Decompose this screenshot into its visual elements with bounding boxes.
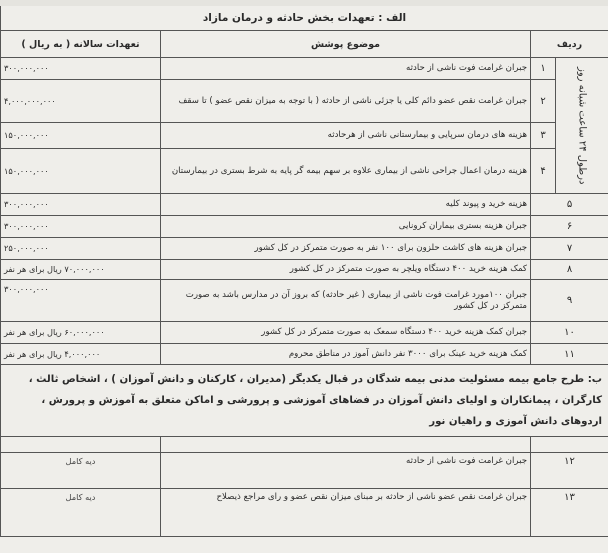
row-coverage: جبران غرامت نقص عضو ناشی از حادثه بر مبنای میزان نقص عضو و رای مراجع ذیصلاح — [161, 489, 531, 537]
row-number: ۱۰ — [531, 322, 608, 344]
table-row — [1, 149, 608, 194]
row-number: ۷ — [531, 238, 608, 260]
table-row — [1, 260, 608, 280]
table-row — [1, 80, 608, 123]
row-amount: ۴,۰۰۰,۰۰۰,۰۰۰ — [1, 80, 161, 123]
row-amount: ۴,۰۰۰,۰۰۰ ریال برای هر نفر — [1, 344, 161, 365]
row-number: ۹ — [531, 280, 608, 322]
row-number: ۸ — [531, 260, 608, 280]
row-amount: ۱۵۰,۰۰۰,۰۰۰ — [1, 123, 161, 149]
section-a-title-row — [1, 6, 608, 31]
row-number: ۴ — [531, 149, 556, 194]
spacer-row — [1, 437, 608, 453]
row-amount: ۷۰,۰۰۰,۰۰۰ ریال برای هر نفر — [1, 260, 161, 280]
row-coverage: هزینه های درمان سرپایی و بیمارستانی ناشی از هرحادثه — [161, 123, 531, 149]
row-coverage: جبران غرامت فوت ناشی از حادثه — [161, 58, 531, 80]
table-row — [1, 238, 608, 260]
coverage-table — [0, 6, 608, 537]
table-row — [1, 453, 608, 489]
row-number: ۱۳ — [531, 489, 608, 537]
row-number: ۳ — [531, 123, 556, 149]
row-number: ۵ — [531, 194, 608, 216]
row-number: ۱۲ — [531, 453, 608, 489]
header-coverage: موضوع پوشش — [161, 31, 531, 58]
row-amount: ۶۰,۰۰۰,۰۰۰ ریال برای هر نفر — [1, 322, 161, 344]
row-coverage: کمک هزینه خرید عینک برای ۳۰۰۰ نفر دانش آموز در مناطق محروم — [161, 344, 531, 365]
row-coverage: جبران کمک هزینه خرید ۴۰۰ دستگاه سمعک به صورت متمرکز در کل کشور — [161, 322, 531, 344]
row-coverage: جبران غرامت نقص عضو دائم کلی یا جزئی ناشی از حادثه ( با توجه به میزان نقص عضو ) تا سقف — [161, 80, 531, 123]
row-coverage: جبران غرامت فوت ناشی از حادثه — [161, 453, 531, 489]
row-amount: دیه کامل — [1, 453, 161, 489]
table-row — [1, 489, 608, 537]
row-number: ۱۱ — [531, 344, 608, 365]
table-row — [1, 322, 608, 344]
header-annual: تعهدات سالانه ( به ریال ) — [1, 31, 161, 58]
row-coverage: جبران هزینه بستری بیماران کرونایی — [161, 216, 531, 238]
header-row-label: ردیف — [531, 31, 608, 58]
row-amount: ۲۵۰,۰۰۰,۰۰۰ — [1, 238, 161, 260]
table-row — [1, 194, 608, 216]
section-b-row — [1, 365, 608, 437]
row-amount: دیه کامل — [1, 489, 161, 537]
table-row — [1, 216, 608, 238]
row-amount: ۳۰۰,۰۰۰,۰۰۰ — [1, 216, 161, 238]
section-b-title: ب: طرح جامع بیمه مسئولیت مدنی بیمه شدگان در قبال یکدیگر (مدیران ، کارکنان و دانش آموزان ) ، اشخاص ثالث ، کارگران ، پیمانکاران و اولیای دانش آموزان در فضاهای آموزشی و پرورشی و اماکن متعلق به آموزش و پرورش ، اردوهای دانش آموزی و راهیان نور — [1, 365, 608, 437]
row-coverage: کمک هزینه خرید ۴۰۰ دستگاه ویلچر به صورت متمرکز در کل کشور — [161, 260, 531, 280]
row-number: ۲ — [531, 80, 556, 123]
row-coverage: جبران ۱۰۰مورد غرامت فوت ناشی از بیماری ( غیر حادثه) که بروز آن در مدارس باشد به صورت متمرکز در کل کشور — [161, 280, 531, 322]
header-row — [1, 31, 608, 58]
section-a-title: الف : تعهدات بخش حادثه و درمان مازاد — [1, 6, 608, 31]
table-row — [1, 123, 608, 149]
row-amount: ۱۵۰,۰۰۰,۰۰۰ — [1, 149, 161, 194]
row-coverage: جبران هزینه های کاشت حلزون برای ۱۰۰ نفر به صورت متمرکز در کل کشور — [161, 238, 531, 260]
row-number: ۱ — [531, 58, 556, 80]
table-row — [1, 344, 608, 365]
row-amount: ۳۰۰,۰۰۰,۰۰۰ — [1, 58, 161, 80]
row-number: ۶ — [531, 216, 608, 238]
group-label: درطول ۲۴ ساعت شبانه روز — [556, 58, 608, 194]
row-amount: ۳۰۰,۰۰۰,۰۰۰ — [1, 194, 161, 216]
table-row — [1, 280, 608, 322]
table-row — [1, 58, 608, 80]
row-amount: ۳۰۰,۰۰۰,۰۰۰ — [1, 280, 161, 322]
row-coverage: هزینه درمان اعمال جراحی ناشی از بیماری علاوه بر سهم بیمه گر پایه به شرط بستری در بیمارستان — [161, 149, 531, 194]
row-coverage: هزینه خرید و پیوند کلیه — [161, 194, 531, 216]
